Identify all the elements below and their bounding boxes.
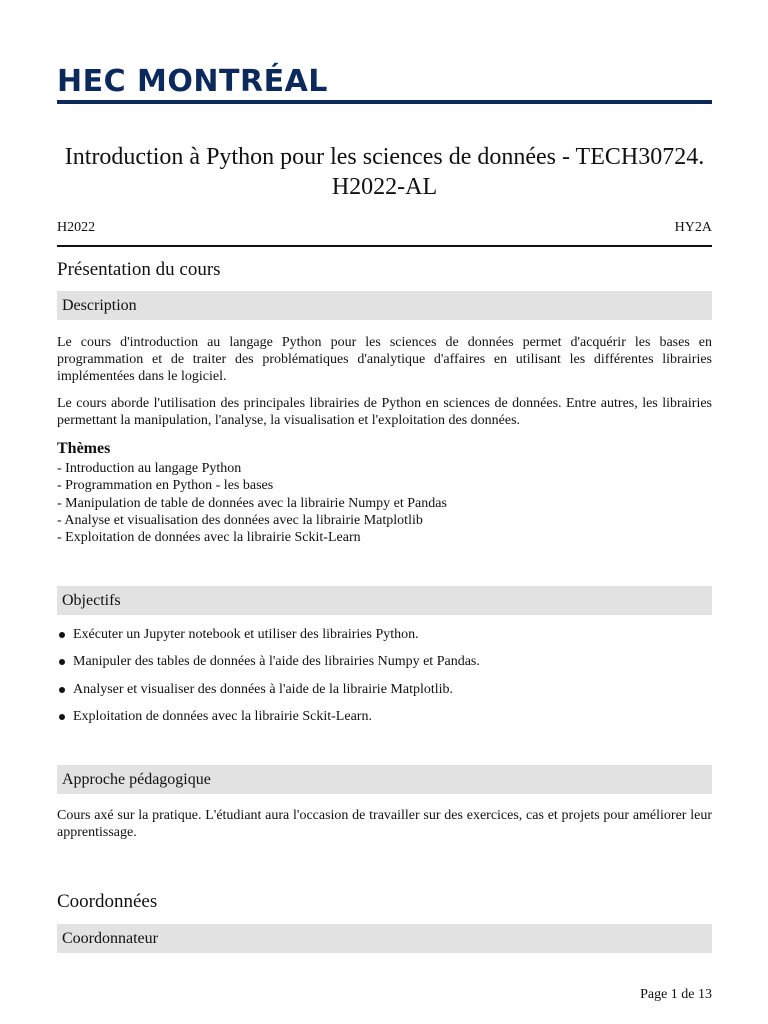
themes-title: Thèmes	[57, 440, 111, 457]
themes-list	[57, 460, 447, 546]
description-paragraph-2: Le cours aborde l'utilisation des principales librairies de Python en sciences de données. Entre autres, les librairies permettant la manipulation, l'analyse, la visualisation et l'exploitation des données.	[57, 396, 712, 428]
theme-item: - Analyse et visualisation des données avec la librairie Matplotlib	[57, 512, 423, 528]
theme-item: - Exploitation de données avec la librairie Sckit-Learn	[57, 530, 361, 546]
description-paragraph-1: Le cours d'introduction au langage Python pour les sciences de données permet d'acquérir les bases en programmation et de traiter des problématiques d'analytique d'affaires en utilisant les différentes librairies implémentées dans le logiciel.	[57, 335, 712, 384]
section-title-coordonnees: Coordonnées	[57, 891, 158, 912]
logo-text: HEC MONTRÉAL	[57, 64, 328, 99]
theme-item: - Introduction au langage Python	[57, 461, 242, 476]
section-title-presentation: Présentation du cours	[57, 259, 221, 280]
theme-item: - Manipulation de table de données avec la librairie Numpy et Pandas	[57, 495, 447, 511]
header-divider	[57, 100, 712, 104]
hec-montreal-logo	[57, 64, 357, 100]
bullet-icon	[59, 714, 65, 720]
subsection-bar-approche: Approche pédagogique	[57, 765, 712, 794]
document-title: Introduction à Python pour les sciences de données - TECH30724. H2022-AL	[64, 144, 705, 200]
objective-item	[57, 708, 712, 735]
objective-text: Exploitation de données avec la librairie Sckit-Learn.	[73, 708, 372, 724]
objective-item	[57, 681, 712, 708]
subsection-bar-description: Description	[57, 291, 712, 320]
document-meta-row	[57, 219, 712, 237]
objective-text: Exécuter un Jupyter notebook et utiliser des librairies Python.	[73, 627, 419, 642]
bullet-icon	[59, 687, 65, 693]
subsection-bar-objectifs: Objectifs	[57, 586, 712, 615]
objectives-list	[57, 626, 712, 735]
page-number: Page 1 de 13	[640, 987, 712, 1002]
theme-item: - Programmation en Python - les bases	[57, 478, 274, 494]
subsection-bar-coordonnateur: Coordonnateur	[57, 924, 712, 953]
objective-item	[57, 626, 712, 653]
bullet-icon	[59, 659, 65, 665]
meta-divider	[57, 245, 712, 247]
bullet-icon	[59, 632, 65, 638]
objective-item	[57, 653, 712, 680]
course-code-label: HY2A	[674, 220, 712, 235]
objective-text: Analyser et visualiser des données à l'aide de la librairie Matplotlib.	[73, 681, 454, 697]
term-label: H2022	[57, 220, 96, 235]
approche-paragraph: Cours axé sur la pratique. L'étudiant aura l'occasion de travailler sur des exercices, cas et projets pour améliorer leur apprentissage.	[57, 808, 712, 840]
objective-text: Manipuler des tables de données à l'aide des librairies Numpy et Pandas.	[73, 654, 480, 670]
